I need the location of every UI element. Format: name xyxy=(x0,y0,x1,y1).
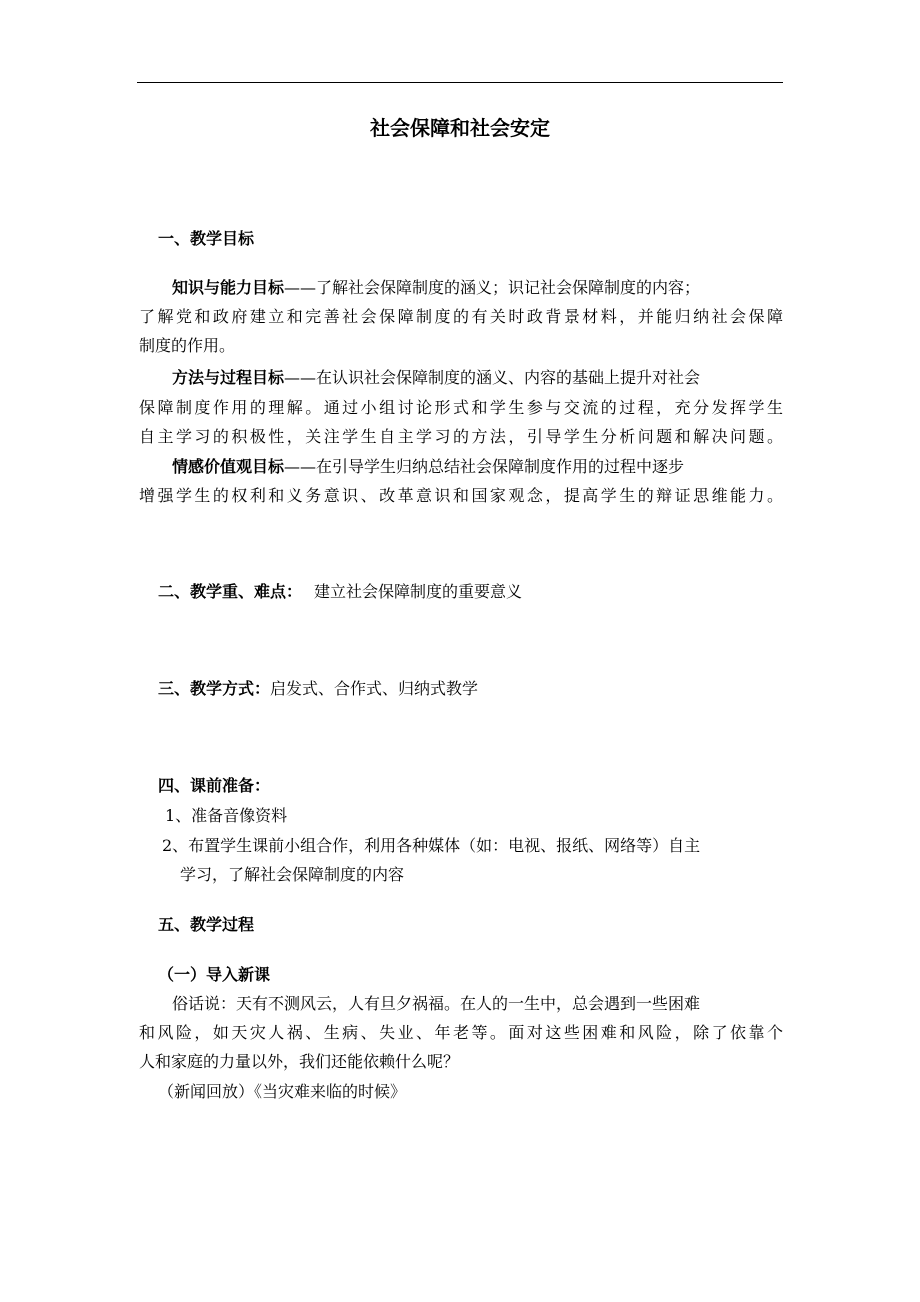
intro-paragraph-line-2: 和风险，如天灾人祸、生病、失业、年老等。面对这些困难和风险，除了依靠个 xyxy=(139,1023,783,1042)
emotion-goal-line-2: 增强学生的权利和义务意识、改革意识和国家观念，提高学生的辩证思维能力。 xyxy=(139,486,783,505)
key-points-line xyxy=(158,580,522,604)
knowledge-goal-line-1 xyxy=(172,276,700,300)
preparation-item-2-line-1: 2、布置学生课前小组合作，利用各种媒体（如：电视、报纸、网络等）自主 xyxy=(162,836,701,855)
knowledge-goal-label: 知识与能力目标 xyxy=(172,278,285,297)
method-goal-line-3: 自主学习的积极性，关注学生自主学习的方法，引导学生分析问题和解决问题。 xyxy=(139,427,783,446)
method-goal-line-1 xyxy=(172,366,700,390)
method-goal-text: ——在认识社会保障制度的涵义、内容的基础上提升对社会 xyxy=(284,368,701,387)
header-rule xyxy=(137,82,783,83)
section-heading-key-points: 二、教学重、难点： xyxy=(158,582,303,601)
key-points-text: 建立社会保障制度的重要意义 xyxy=(314,582,523,601)
knowledge-goal-line-3: 制度的作用。 xyxy=(139,336,236,355)
preparation-item-1: 1、准备音像资料 xyxy=(165,806,288,825)
method-goal-line-2: 保障制度作用的理解。通过小组讨论形式和学生参与交流的过程，充分发挥学生 xyxy=(139,398,783,417)
teaching-method-text: 启发式、合作式、归纳式教学 xyxy=(270,679,479,698)
section-heading-teaching-method: 三、教学方式： xyxy=(158,679,271,698)
document-title: 社会保障和社会安定 xyxy=(370,116,550,140)
preparation-item-2-line-2: 学习，了解社会保障制度的内容 xyxy=(180,865,405,884)
section-heading-process: 五、教学过程 xyxy=(158,915,255,934)
news-replay-line: （新闻回放）《当灾难来临的时候》 xyxy=(158,1082,407,1101)
section-heading-preparation: 四、课前准备： xyxy=(158,776,271,795)
emotion-goal-label: 情感价值观目标 xyxy=(172,457,285,476)
knowledge-goal-line-2: 了解党和政府建立和完善社会保障制度的有关时政背景材料，并能归纳社会保障 xyxy=(139,307,783,326)
knowledge-goal-text: ——了解社会保障制度的涵义；识记社会保障制度的内容； xyxy=(284,278,701,297)
intro-paragraph-line-1: 俗话说：天有不测风云，人有旦夕祸福。在人的一生中，总会遇到一些困难 xyxy=(172,994,701,1013)
intro-paragraph-line-3: 人和家庭的力量以外，我们还能依赖什么呢？ xyxy=(139,1052,460,1071)
method-goal-label: 方法与过程目标 xyxy=(172,368,285,387)
emotion-goal-text: ——在引导学生归纳总结社会保障制度作用的过程中逐步 xyxy=(284,457,685,476)
teaching-method-line xyxy=(158,677,478,701)
emotion-goal-line-1 xyxy=(172,455,684,479)
subsection-heading-intro: （一）导入新课 xyxy=(158,965,271,984)
section-heading-objectives: 一、教学目标 xyxy=(158,229,255,248)
